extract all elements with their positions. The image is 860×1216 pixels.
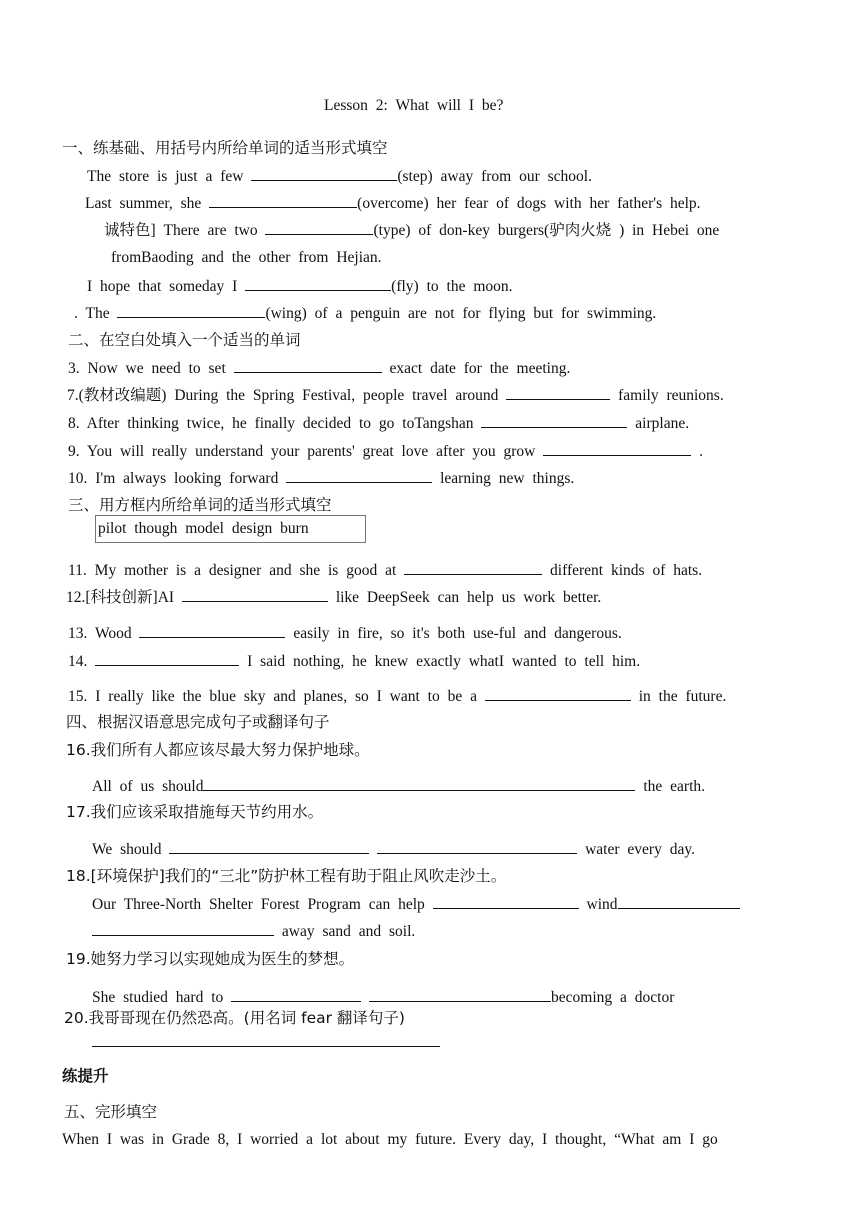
question-11-text-b: different kinds of hats. [550, 562, 703, 579]
answer-blank[interactable] [203, 776, 635, 791]
question-18-chinese: 18.[环境保护]我们的“三北”防护林工程有助于阻止风吹走沙土。 [66, 867, 507, 885]
answer-blank[interactable] [169, 839, 369, 854]
question-14-text-b: I said nothing, he knew exactly whatI wanted to tell him. [247, 653, 641, 670]
section-4-heading: 四、根据汉语意思完成句子或翻译句子 [66, 713, 330, 731]
section-3-heading: 三、用方框内所给单词的适当形式填空 [68, 496, 332, 514]
question-8-text-a: 8. After thinking twice, he finally decided to go toTangshan [68, 415, 474, 432]
answer-blank[interactable] [369, 987, 551, 1002]
answer-blank[interactable] [231, 987, 361, 1002]
question-12-text-b: like DeepSeek can help us work better. [335, 589, 602, 606]
question-5 [74, 303, 656, 324]
section-1-heading: 一、练基础、用括号内所给单词的适当形式填空 [62, 139, 388, 157]
question-18 [92, 894, 740, 915]
question-7 [67, 385, 724, 406]
question-2-text-a: Last summer, she [85, 195, 202, 212]
question-18-text-a: Our Three-North Shelter Forest Program can help [92, 896, 425, 913]
question-16-text-b: the earth. [643, 778, 706, 795]
question-14 [68, 651, 640, 672]
question-6-text-a: 3. Now we need to set [68, 360, 226, 377]
answer-blank[interactable] [245, 276, 391, 291]
answer-blank[interactable] [251, 166, 397, 181]
answer-blank[interactable] [481, 413, 627, 428]
answer-blank[interactable] [117, 303, 265, 318]
question-15-text-b: in the future. [638, 688, 727, 705]
question-5-text-b: (wing) of a penguin are not for flying but for swimming. [265, 305, 657, 322]
question-17-text-a: We should [92, 841, 162, 858]
question-17 [92, 839, 695, 860]
question-16 [92, 776, 705, 797]
question-17-chinese: 17.我们应该采取措施每天节约用水。 [66, 803, 324, 821]
word-box-text: pilot though model design burn [98, 520, 309, 537]
question-10 [68, 468, 574, 489]
question-11-text-a: 11. My mother is a designer and she is good at [68, 562, 397, 579]
question-4 [87, 276, 513, 297]
answer-blank[interactable] [92, 1046, 440, 1047]
answer-blank[interactable] [234, 358, 382, 373]
question-3-text-b: (type) of don-key burgers(驴肉火烧 ) in Hebei one [373, 222, 720, 239]
answer-blank[interactable] [182, 587, 328, 602]
question-18-text-b: wind [586, 896, 618, 913]
question-1-text-b: (step) away from our school. [397, 168, 592, 185]
question-1-text-a: The store is just a few [87, 168, 244, 185]
question-7-text-b: family reunions. [618, 387, 724, 404]
question-10-text-b: learning new things. [440, 470, 575, 487]
answer-blank[interactable] [286, 468, 432, 483]
answer-blank[interactable] [404, 560, 542, 575]
answer-blank[interactable] [265, 220, 373, 235]
question-14-text-a: 14. [68, 653, 88, 670]
question-16-text-a: All of us should [92, 778, 204, 795]
question-13-text-a: 13. Wood [68, 625, 132, 642]
answer-blank[interactable] [209, 193, 357, 208]
question-15-text-a: 15. I really like the blue sky and planes, so I want to be a [68, 688, 477, 705]
question-9 [68, 441, 703, 462]
question-4-text-b: (fly) to the moon. [391, 278, 513, 295]
word-box [95, 515, 366, 543]
question-12 [66, 587, 601, 608]
answer-blank[interactable] [543, 441, 691, 456]
section-5-heading: 五、完形填空 [64, 1103, 158, 1121]
answer-blank[interactable] [618, 894, 740, 909]
answer-blank[interactable] [485, 686, 631, 701]
question-19-text-b: becoming a doctor [551, 989, 675, 1006]
question-18-text-c: away sand and soil. [281, 923, 416, 940]
question-13 [68, 623, 622, 644]
question-8-text-b: airplane. [635, 415, 690, 432]
question-7-text-a: 7.(教材改编题) During the Spring Festival, people travel around [67, 387, 499, 404]
answer-blank[interactable] [92, 921, 274, 936]
question-13-text-b: easily in fire, so it's both use-ful and dangerous. [293, 625, 622, 642]
question-10-text-a: 10. I'm always looking forward [68, 470, 279, 487]
answer-blank[interactable] [377, 839, 577, 854]
question-9-text-b: . [699, 443, 703, 460]
question-6-text-b: exact date for the meeting. [389, 360, 571, 377]
question-19-text-a: She studied hard to [92, 989, 224, 1006]
section-2-heading: 二、在空白处填入一个适当的单词 [68, 331, 301, 349]
question-12-text-a: 12.[科技创新]AI [66, 589, 175, 606]
question-3 [104, 220, 719, 241]
question-3-text-a: 诚特色] There are two [104, 222, 258, 239]
question-19-chinese: 19.她努力学习以实现她成为医生的梦想。 [66, 950, 355, 968]
question-18-continued [92, 921, 415, 942]
question-16-chinese: 16.我们所有人都应该尽最大努力保护地球。 [66, 741, 370, 759]
improve-heading: 练提升 [62, 1067, 109, 1085]
question-4-text-a: I hope that someday I [87, 278, 238, 295]
answer-blank[interactable] [95, 651, 239, 666]
question-1 [87, 166, 592, 187]
question-3-continued: fromBaoding and the other from Hejian. [111, 249, 382, 266]
page-title: Lesson 2: What will I be? [324, 97, 504, 114]
question-8 [68, 413, 689, 434]
question-19 [92, 987, 674, 1008]
question-6 [68, 358, 570, 379]
question-5-text-a: . The [74, 305, 110, 322]
question-11 [68, 560, 702, 581]
passage-text: When I was in Grade 8, I worried a lot about my future. Every day, I thought, “What am I go [62, 1131, 718, 1148]
question-15 [68, 686, 726, 707]
question-20-chinese: 20.我哥哥现在仍然恐高。(用名词 fear 翻译句子) [64, 1009, 405, 1027]
answer-blank[interactable] [433, 894, 579, 909]
question-2-text-b: (overcome) her fear of dogs with her father's help. [357, 195, 701, 212]
question-9-text-a: 9. You will really understand your parents' great love after you grow [68, 443, 536, 460]
question-2 [85, 193, 701, 214]
answer-blank[interactable] [506, 385, 610, 400]
question-17-text-b: water every day. [585, 841, 695, 858]
answer-blank[interactable] [139, 623, 285, 638]
